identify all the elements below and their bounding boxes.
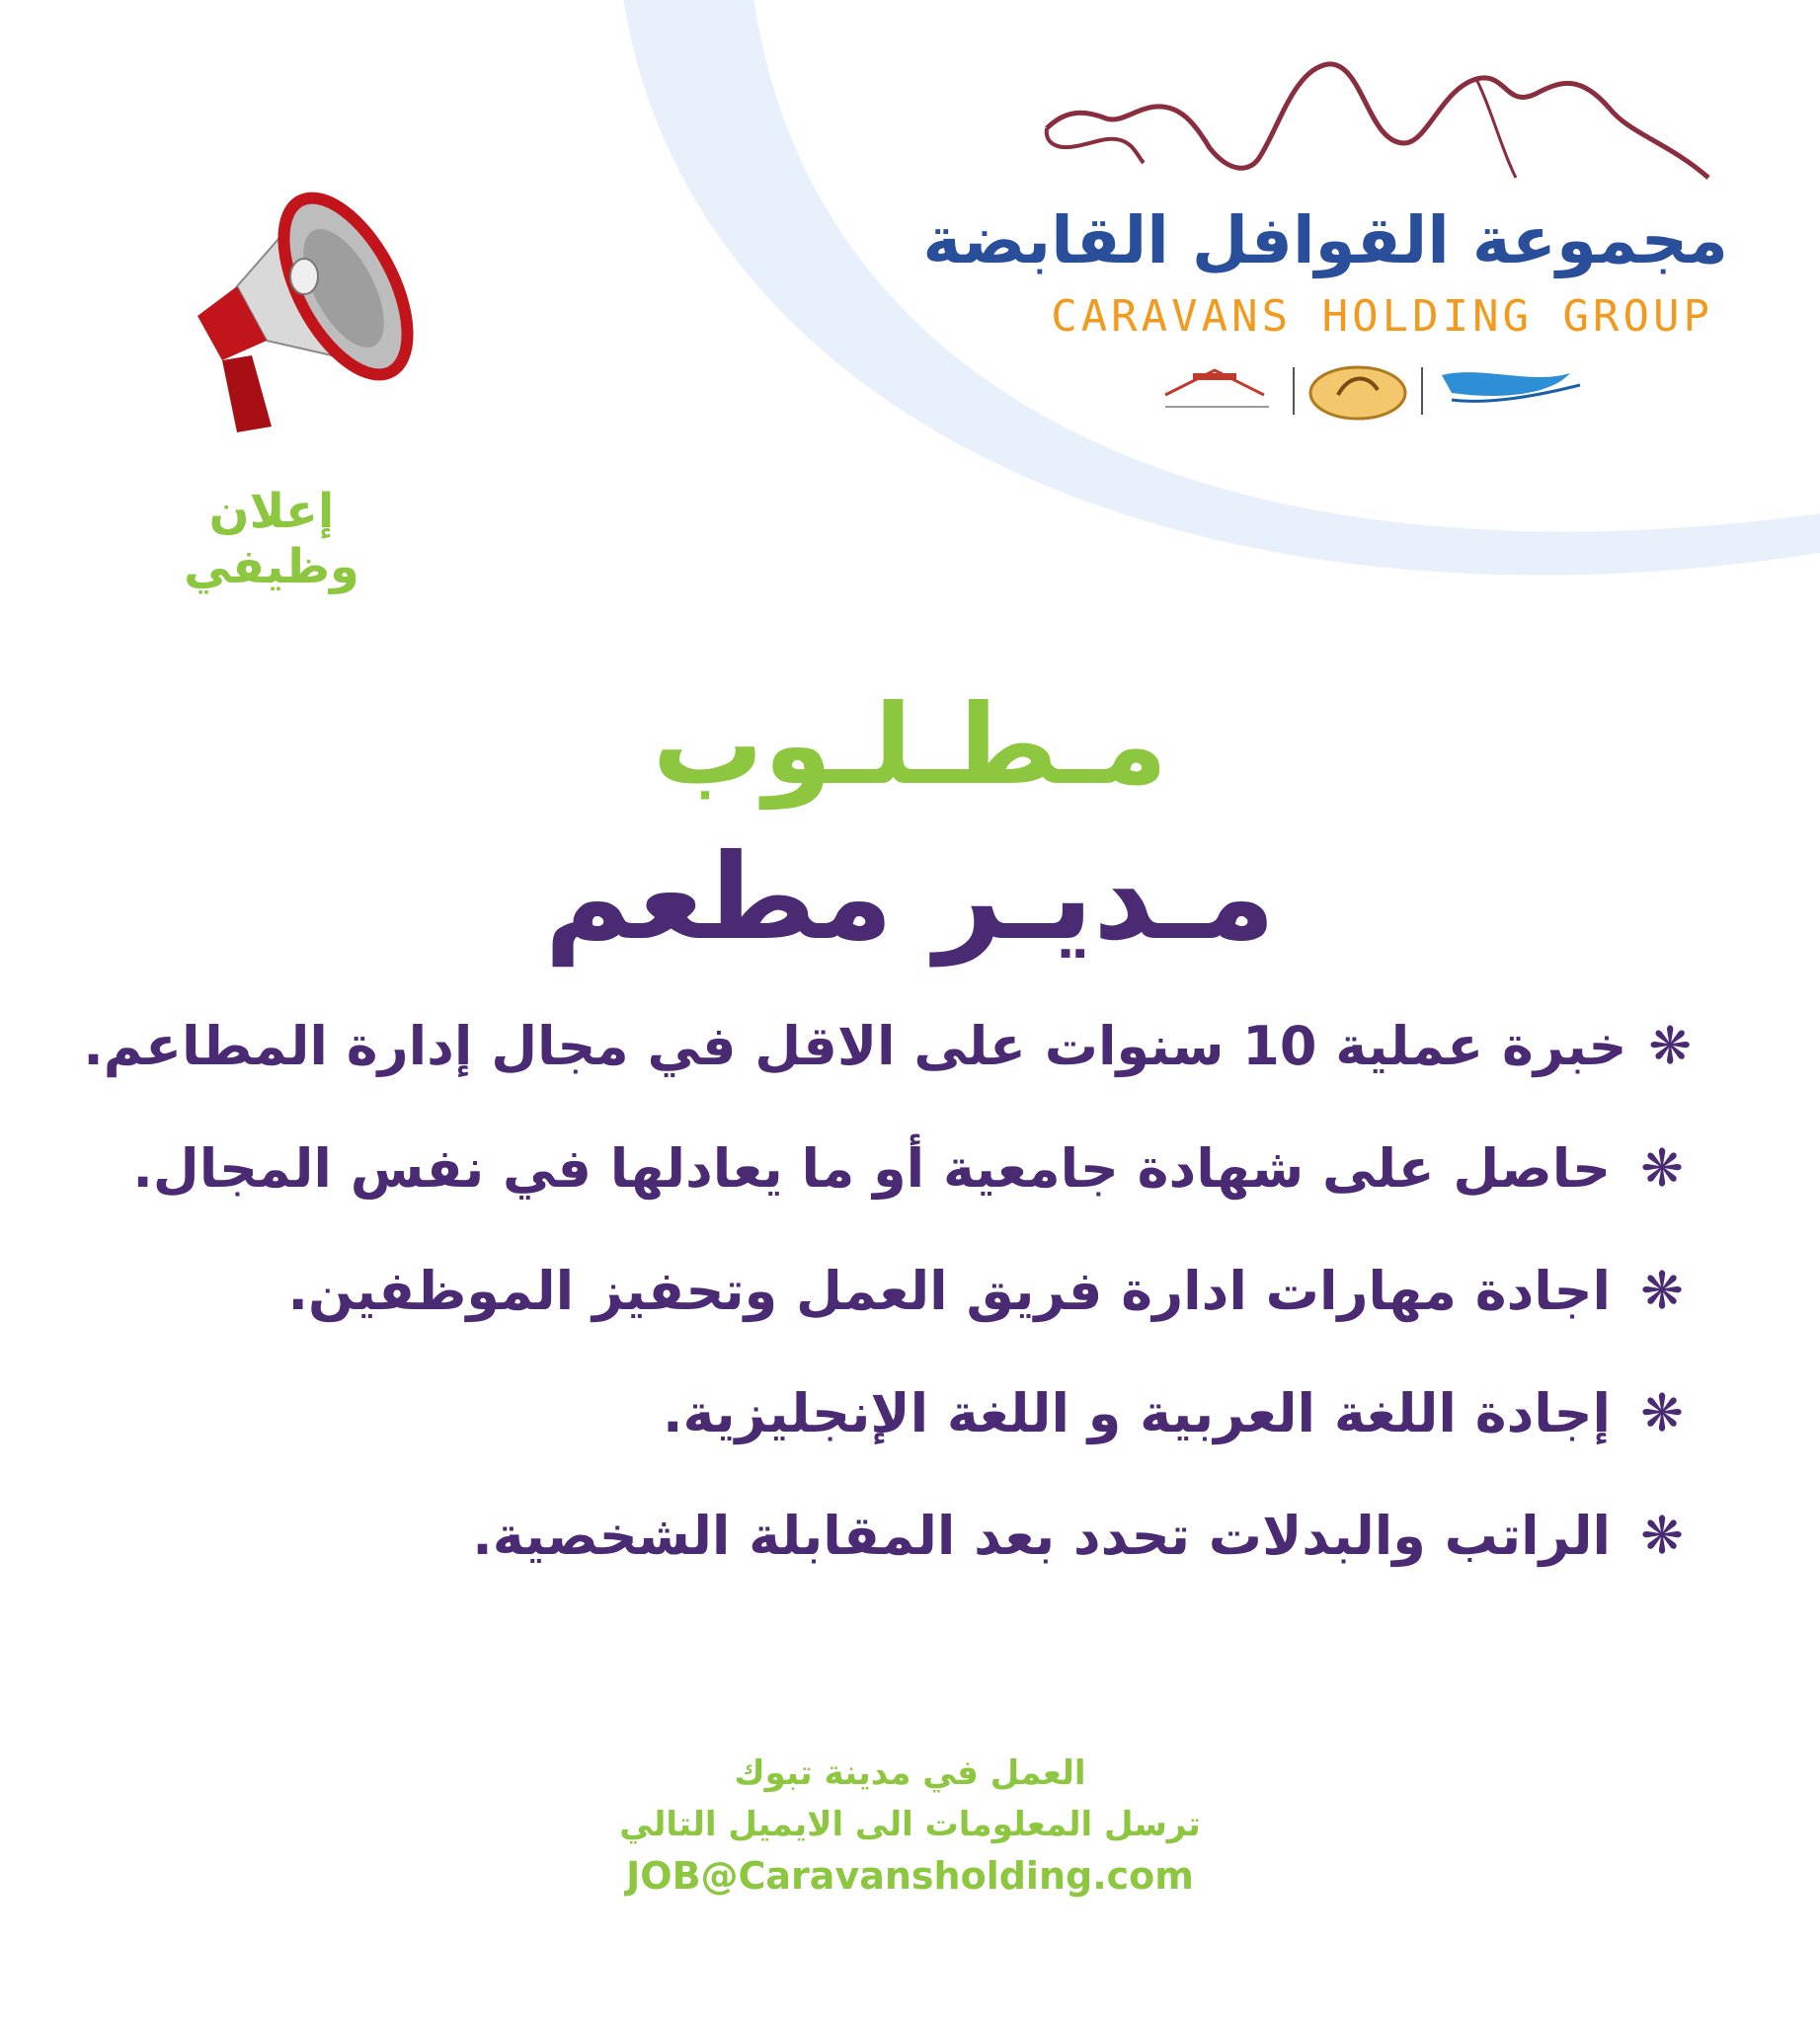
asterisk-bullet-icon: ❋: [1648, 1017, 1692, 1076]
subsidiary-logos: [1155, 355, 1610, 425]
requirement-text: الراتب والبدلات تحدد بعد المقابلة الشخصية.: [472, 1505, 1611, 1567]
job-title-heading: مـديـر مطعم: [544, 829, 1276, 967]
contact-footer: [0, 1748, 1820, 1902]
asterisk-bullet-icon: ❋: [1640, 1507, 1684, 1566]
asterisk-bullet-icon: ❋: [1640, 1384, 1684, 1443]
china-town-logo-icon: [1165, 370, 1269, 407]
application-instructions: ترسل المعلومات الى الايميل التالي: [619, 1805, 1201, 1844]
job-announcement-label: إعلان وظيفي: [184, 484, 359, 594]
requirement-item: [112, 1129, 1692, 1252]
requirement-text: خبرة عملية 10 سنوات على الاقل في مجال إدارة المطاعم.: [83, 1015, 1627, 1077]
megaphone-icon: [178, 168, 425, 454]
requirement-item: [112, 1252, 1692, 1374]
work-location: العمل في مدينة تبوك: [734, 1753, 1086, 1793]
wanted-heading: مـطـلـوب: [652, 681, 1168, 810]
requirement-item: [112, 1374, 1692, 1497]
requirement-text: إجادة اللغة العربية و اللغة الإنجليزية.: [662, 1382, 1611, 1444]
requirement-text: اجادة مهارات ادارة فريق العمل وتحفيز الموظفين.: [287, 1260, 1611, 1322]
requirement-item: [112, 1497, 1692, 1619]
asterisk-bullet-icon: ❋: [1640, 1139, 1684, 1199]
company-name-english: CARAVANS HOLDING GROUP: [1051, 291, 1713, 342]
caravans-center-logo-icon: [1310, 367, 1405, 419]
requirement-item: [83, 1007, 1692, 1129]
requirements-list: [83, 1007, 1692, 1619]
asterisk-bullet-icon: ❋: [1640, 1262, 1684, 1321]
contact-email[interactable]: JOB@Caravansholding.com: [626, 1854, 1194, 1898]
naba-water-logo-icon: [1442, 372, 1580, 401]
requirement-text: حاصل على شهادة جامعية أو ما يعادلها في نفس المجال.: [132, 1137, 1611, 1200]
company-name-arabic: مجموعة القوافل القابضة: [922, 202, 1728, 278]
